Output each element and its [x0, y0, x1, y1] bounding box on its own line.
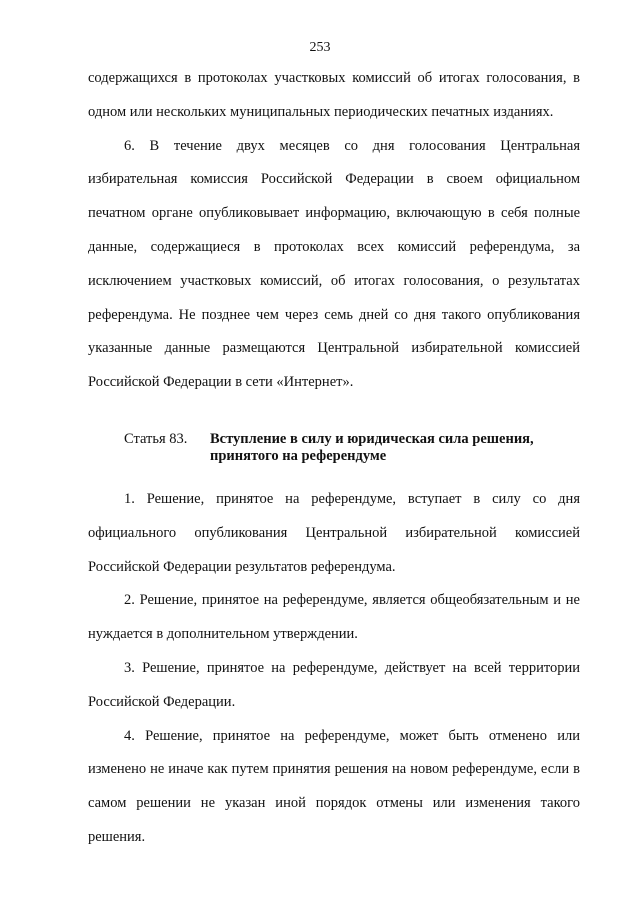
- page-number: 253: [309, 40, 331, 55]
- paragraph-continuation: содержащихся в протоколах участковых комиссий об итогах голосования, в одном или нескольких муниципальных периодических печатных изданиях.: [88, 70, 580, 120]
- article-paragraph-3: 3. Решение, принятое на референдуме, действует на всей территории Российской Федерации.: [88, 659, 580, 710]
- article-paragraph-4: 4. Решение, принятое на референдуме, может быть отменено или изменено не иначе как путем принятия решения на новом референдуме, если в самом решении не указан иной порядок отмены или изменения такого решения.: [88, 727, 580, 845]
- article-paragraph-1: 1. Решение, принятое на референдуме, вступает в силу со дня официального опубликования Центральной избирательной комиссией Российской Федерации результатов референдума.: [88, 490, 580, 575]
- article-paragraph-2: 2. Решение, принятое на референдуме, является общеобязательным и не нуждается в дополнительном утверждении.: [88, 592, 580, 643]
- article-heading: [88, 431, 580, 465]
- article-number: Статья 83.: [124, 430, 188, 447]
- article-title: Вступление в силу и юридическая сила решения, принятого на референдуме: [210, 430, 534, 464]
- document-body: [88, 62, 580, 855]
- paragraph-6: 6. В течение двух месяцев со дня голосования Центральная избирательная комиссия Российской Федерации в своем официальном печатном органе опубликовывает информацию, включающую в себя полные данные, содержащиеся в протоколах всех комиссий референдума, за исключением участковых комиссий, об итогах голосования, о результатах референдума. Не позднее чем через семь дней со дня такого опубликования указанные данные размещаются Центральной избирательной комиссией Российской Федерации в сети «Интернет».: [88, 137, 580, 391]
